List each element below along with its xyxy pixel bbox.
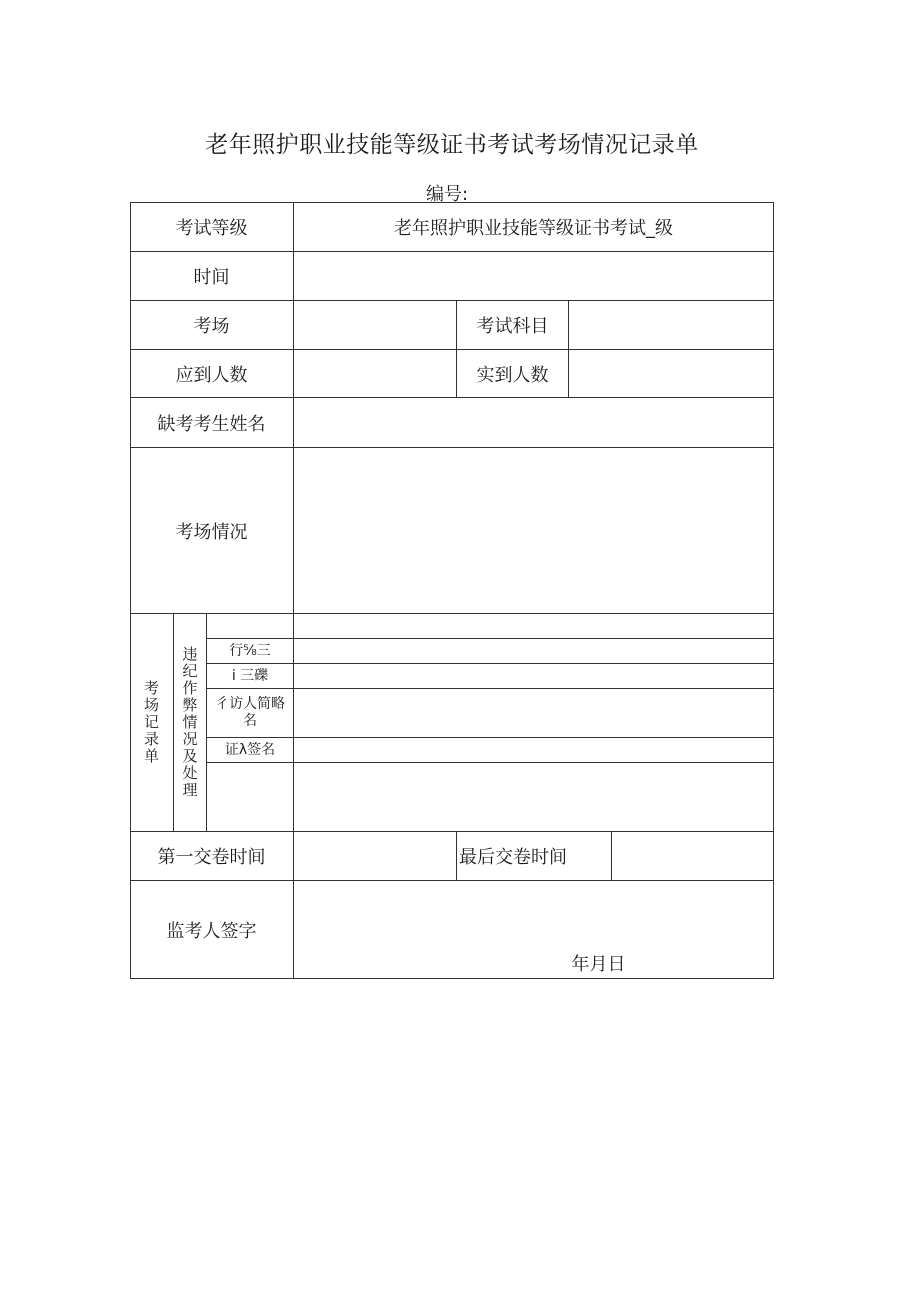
time-field[interactable] — [294, 252, 774, 301]
violation-field-3[interactable] — [294, 664, 774, 689]
last-submit-time-field[interactable] — [612, 832, 774, 881]
record-table — [130, 202, 774, 979]
violation-field-4[interactable] — [294, 689, 774, 738]
absent-names-field[interactable] — [294, 398, 774, 448]
time-label: 时间 — [130, 252, 294, 301]
violation-label: 违纪作弊情况及处理 — [174, 614, 207, 832]
proctor-signature-label: 监考人签字 — [130, 881, 294, 979]
violation-subrow-6 — [207, 763, 294, 832]
exam-room-field[interactable] — [294, 301, 457, 350]
absent-names-label: 缺考考生姓名 — [130, 398, 294, 448]
violation-subrow-2: 行⅝三 — [207, 639, 294, 664]
signature-date: 年月日 — [571, 954, 626, 975]
violation-field-6[interactable] — [294, 763, 774, 832]
violation-field-2[interactable] — [294, 639, 774, 664]
violation-subrow-5: 证λ签名 — [207, 738, 294, 763]
exam-room-label: 考场 — [130, 301, 294, 350]
page-title: 老年照护职业技能等级证书考试考场情况记录单 — [205, 132, 699, 158]
exam-situation-field[interactable] — [294, 448, 774, 614]
serial-number-label: 编号: — [426, 184, 469, 205]
violation-field-1[interactable] — [294, 614, 774, 639]
exam-level-label: 考试等级 — [130, 202, 294, 252]
exam-record-label: 考场记录单 — [130, 614, 174, 832]
exam-situation-label: 考场情况 — [130, 448, 294, 614]
first-submit-time-label: 第一交卷时间 — [130, 832, 294, 881]
last-submit-time-label: 最后交卷时间 — [457, 832, 612, 881]
actual-count-label: 实到人数 — [457, 350, 569, 398]
first-submit-time-field[interactable] — [294, 832, 457, 881]
exam-level-value: 老年照护职业技能等级证书考试_级 — [294, 202, 774, 252]
exam-subject-field[interactable] — [569, 301, 774, 350]
violation-subrow-4: 彳访人简略名 — [207, 689, 294, 738]
violation-field-5[interactable] — [294, 738, 774, 763]
expected-count-label: 应到人数 — [130, 350, 294, 398]
violation-subrow-3: i 三礫 — [207, 664, 294, 689]
actual-count-field[interactable] — [569, 350, 774, 398]
expected-count-field[interactable] — [294, 350, 457, 398]
violation-subrow-1 — [207, 614, 294, 639]
proctor-signature-field[interactable] — [294, 881, 774, 979]
exam-subject-label: 考试科目 — [457, 301, 569, 350]
